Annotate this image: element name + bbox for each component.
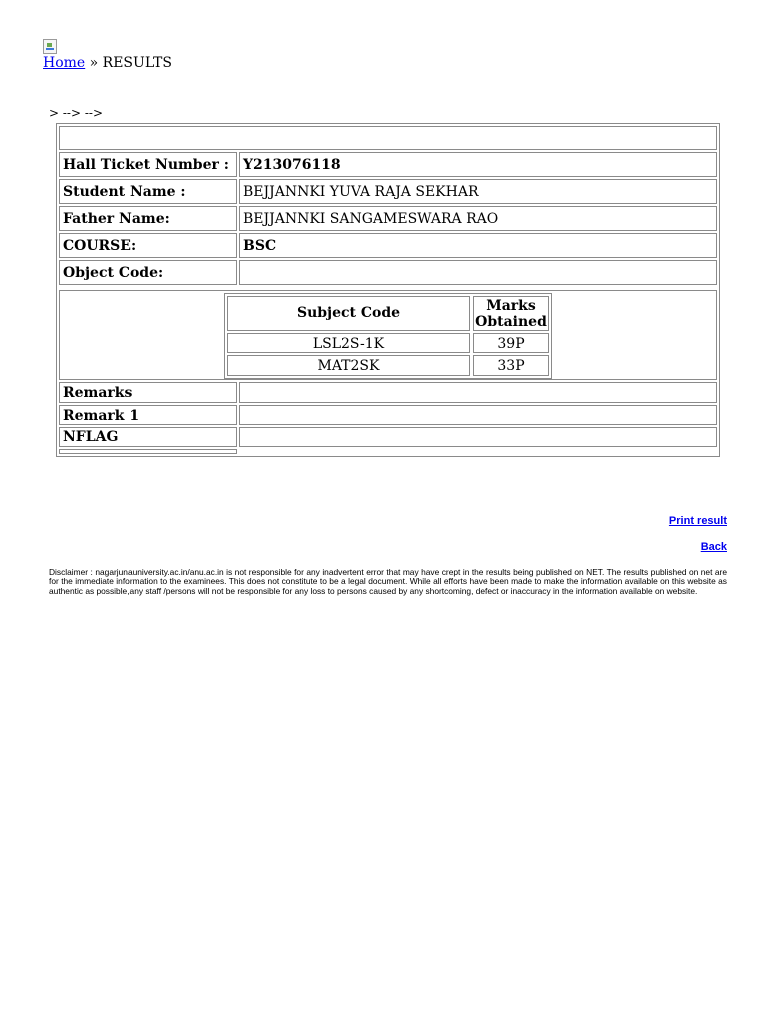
broken-logo-image <box>43 39 57 54</box>
father-name-value: BEJJANNKI SANGAMESWARA RAO <box>239 206 717 231</box>
marks-obtained-header: Marks Obtained <box>473 296 549 331</box>
subject-code-header: Subject Code <box>227 296 470 331</box>
subject-code-cell: MAT2SK <box>227 355 470 376</box>
stray-markup-text: > --> --> <box>49 106 104 120</box>
subject-code-cell: LSL2S-1K <box>227 333 470 353</box>
empty-header-row <box>59 126 717 150</box>
object-code-value <box>239 260 717 285</box>
object-code-label: Object Code: <box>59 260 237 285</box>
breadcrumb-separator: » <box>85 55 103 71</box>
marks-cell: 39P <box>473 333 549 353</box>
breadcrumb <box>43 54 172 72</box>
hall-ticket-value: Y213076118 <box>239 152 717 177</box>
back-link-wrapper <box>701 541 727 553</box>
student-name-value: BEJJANNKI YUVA RAJA SEKHAR <box>239 179 717 204</box>
father-name-label: Father Name: <box>59 206 237 231</box>
print-result-link[interactable]: Print result <box>668 515 727 527</box>
marks-cell: 33P <box>473 355 549 376</box>
student-name-label: Student Name : <box>59 179 237 204</box>
print-link-wrapper <box>669 515 727 527</box>
nflag-value <box>239 427 717 447</box>
remark1-value <box>239 405 717 425</box>
breadcrumb-current: RESULTS <box>102 55 172 71</box>
disclaimer-text: Disclaimer : nagarjunauniversity.ac.in/anu.ac.in is not responsible for any inadvertent error that may have crept in the results being published on NET. The results published on net are for the immediate information to the examinees. This does not constitute to be a legal document. While all efforts have been made to make the information available on this website as authentic as possible,any staff /persons will not be responsible for any loss to persons caused by any shortcoming, defect or inaccuracy in the information available on website. <box>49 567 727 596</box>
empty-trailing-cell <box>59 449 237 454</box>
nflag-label: NFLAG <box>59 427 237 447</box>
remarks-label: Remarks <box>59 382 237 403</box>
hall-ticket-label: Hall Ticket Number : <box>59 152 237 177</box>
course-value: BSC <box>239 233 717 258</box>
remark1-label: Remark 1 <box>59 405 237 425</box>
back-link[interactable]: Back <box>700 541 727 553</box>
remarks-value <box>239 382 717 403</box>
breadcrumb-home-link[interactable]: Home <box>43 55 86 71</box>
course-label: COURSE: <box>59 233 237 258</box>
